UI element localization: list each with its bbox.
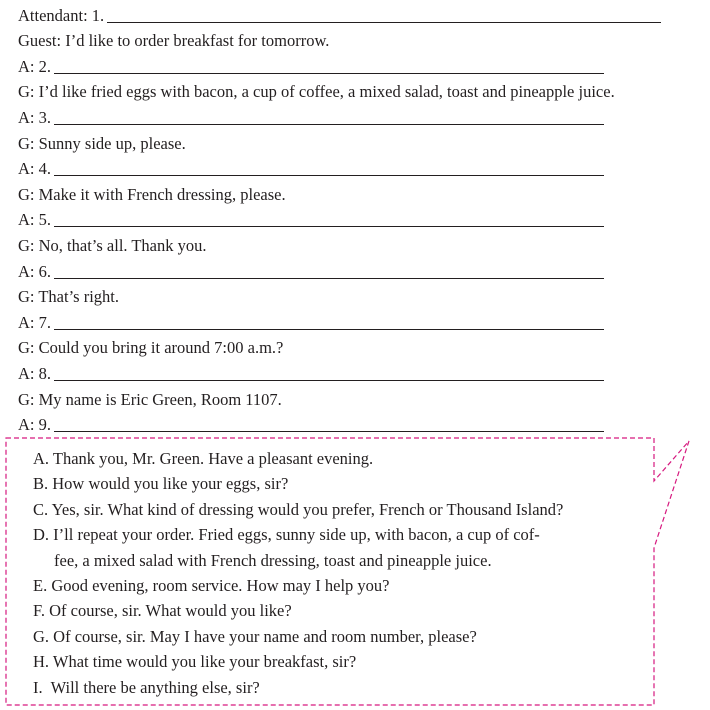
speaker-label: G:	[18, 184, 35, 204]
option-item	[33, 675, 653, 700]
speaker-label: A:	[18, 261, 35, 281]
option-text: Of course, sir. May I have your name and room number, please?	[49, 626, 477, 646]
dialogue-text: 4.	[34, 159, 51, 179]
option-text: How would you like your eggs, sir?	[48, 474, 289, 494]
speaker-label: G:	[18, 287, 35, 307]
speaker-label: G:	[18, 338, 35, 358]
option-item	[33, 497, 653, 522]
option-text: Will there be anything else, sir?	[42, 677, 260, 697]
speaker-label: G:	[18, 389, 35, 409]
dialogue-text: 6.	[34, 261, 51, 281]
option-letter: E.	[33, 576, 48, 596]
option-text: What time would you like your breakfast, sir?	[49, 652, 357, 672]
option-item	[33, 446, 653, 471]
option-text: Thank you, Mr. Green. Have a pleasant evening.	[49, 449, 374, 468]
speaker-label: A:	[18, 107, 35, 127]
dialogue-text: 7.	[34, 312, 51, 332]
option-item	[33, 573, 653, 598]
option-item	[33, 649, 653, 674]
option-item	[33, 522, 653, 547]
dialogue-text: 8.	[34, 363, 51, 383]
option-letter: D.	[33, 525, 50, 545]
option-text: Of course, sir. What would you like?	[44, 601, 292, 621]
option-text: Good evening, room service. How may I help you?	[47, 576, 390, 596]
speaker-label: A:	[18, 312, 35, 332]
dialogue-text: 3.	[34, 107, 51, 127]
option-letter: A.	[33, 449, 50, 468]
speaker-label: G:	[18, 133, 35, 153]
speaker-label: A:	[18, 56, 35, 76]
speaker-label: G:	[18, 235, 35, 255]
options-list	[33, 446, 653, 700]
option-item	[33, 624, 653, 649]
option-continuation: fee, a mixed salad with French dressing, toast and pineapple juice.	[54, 550, 492, 570]
dialogue-text: Make it with French dressing, please.	[34, 184, 286, 204]
option-letter: H.	[33, 652, 50, 672]
speaker-label: A:	[18, 210, 35, 230]
speaker-label: Attendant:	[18, 5, 88, 25]
option-letter: G.	[33, 626, 50, 646]
speaker-label: A:	[18, 159, 35, 179]
dialogue-text: Could you bring it around 7:00 a.m.?	[34, 338, 284, 358]
dialogue-text: 5.	[34, 210, 51, 230]
dialogue-text: I’d like fried eggs with bacon, a cup of coffee, a mixed salad, toast and pineapple juice.	[34, 82, 615, 102]
dialogue-text: That’s right.	[34, 287, 119, 307]
speaker-label: G:	[18, 82, 35, 102]
speaker-label: A:	[18, 415, 35, 435]
dialogue-text: 1.	[87, 5, 105, 25]
option-item	[33, 598, 653, 623]
option-text: I’ll repeat your order. Fried eggs, sunny side up, with bacon, a cup of cof-	[49, 525, 540, 545]
dialogue-text: My name is Eric Green, Room 1107.	[34, 389, 282, 409]
dialogue-text: Sunny side up, please.	[34, 133, 186, 153]
speaker-label: Guest:	[18, 31, 62, 51]
speaker-label: A:	[18, 363, 35, 383]
dialogue-text: I’d like to order breakfast for tomorrow.	[61, 31, 330, 51]
dialogue-text: No, that’s all. Thank you.	[34, 235, 207, 255]
option-letter: F.	[33, 601, 45, 621]
option-letter: C.	[33, 499, 49, 519]
option-item	[33, 471, 653, 496]
dialogue-text: 9.	[34, 415, 51, 435]
dialogue-text: 2.	[34, 56, 51, 76]
option-text: Yes, sir. What kind of dressing would you prefer, French or Thousand Island?	[48, 499, 564, 519]
option-letter: I.	[33, 677, 43, 697]
option-letter: B.	[33, 474, 49, 494]
